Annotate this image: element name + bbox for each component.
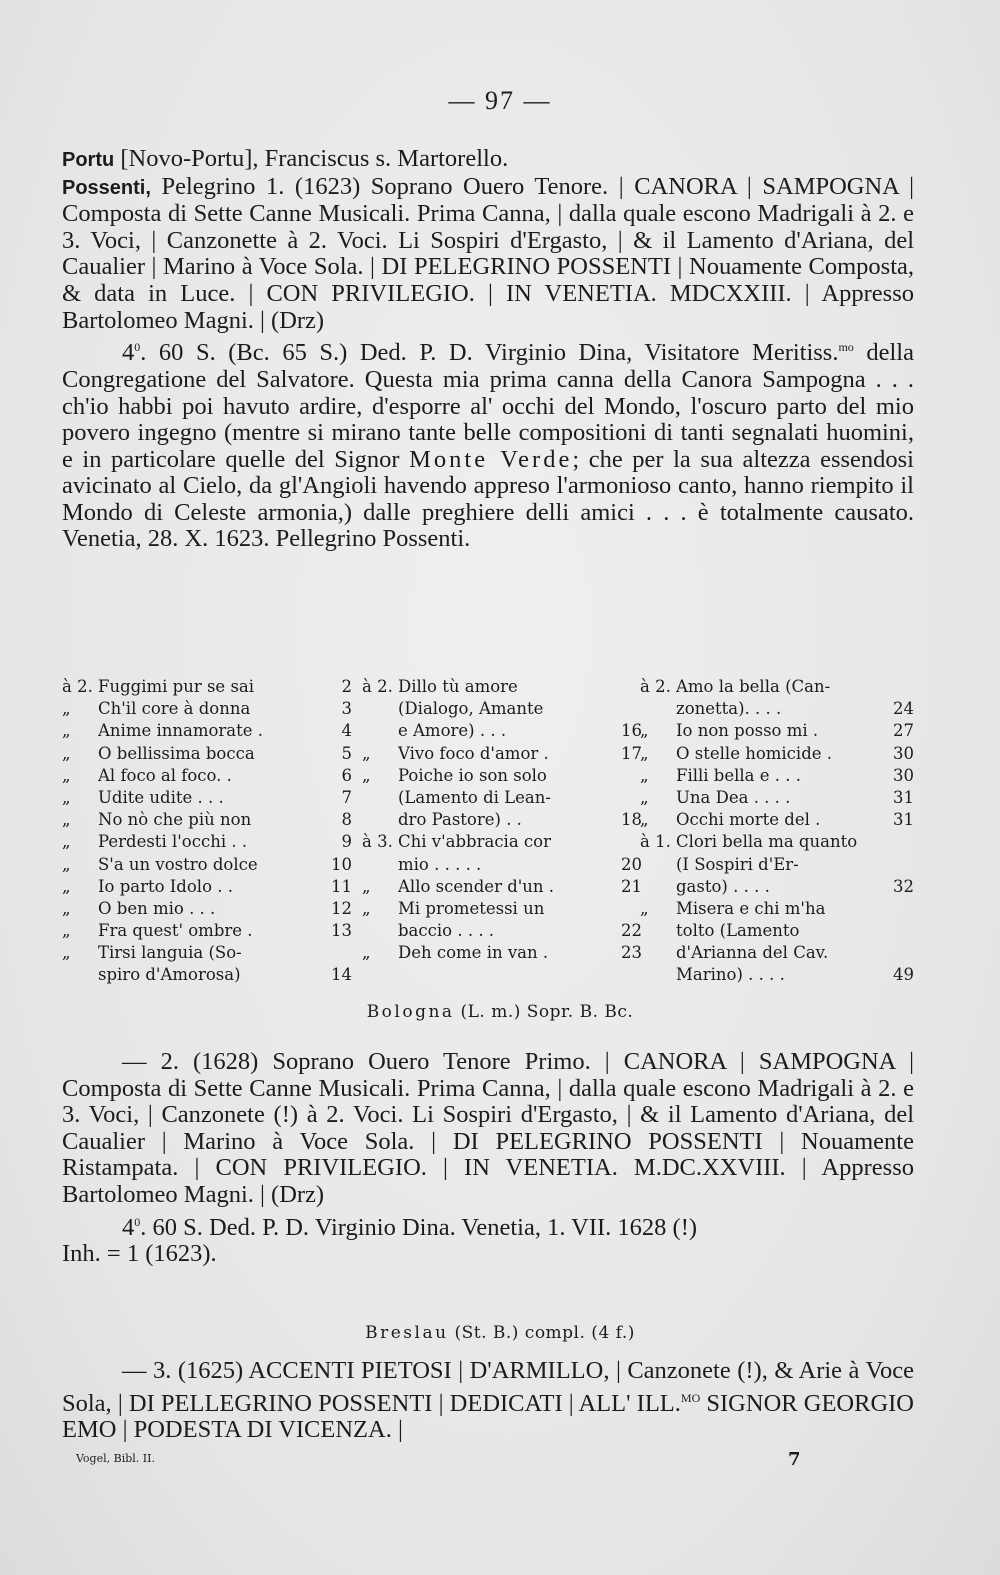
voice-mark: „	[62, 810, 71, 830]
contents-row	[362, 698, 642, 720]
piece-page: 2	[341, 677, 352, 696]
piece-page: 5	[341, 743, 352, 763]
description-paragraph	[62, 334, 914, 553]
piece-page: 24	[893, 699, 914, 719]
entry-3-text: — 3. (1625) ACCENTI PIETOSI | D'ARMILLO, | Canzonete (!), & Arie à Voce Sola, | DI PELLEGRINO POSSENTI | DEDICATI | ALL' ILL.	[62, 1357, 914, 1417]
voice-mark: „	[62, 876, 71, 896]
contents-column-2	[362, 676, 642, 964]
piece-page: 23	[621, 943, 642, 963]
location-city: Breslau	[365, 1323, 449, 1343]
piece-title: O bellissima bocca	[98, 743, 255, 763]
entry-3-sup: MO	[680, 1390, 701, 1405]
contents-row	[640, 831, 914, 853]
contents-row	[362, 765, 642, 787]
piece-page: 20	[621, 854, 642, 874]
piece-page	[910, 898, 914, 920]
piece-title: baccio . . . .	[398, 921, 495, 941]
piece-title: (Lamento di Lean-	[398, 787, 551, 807]
piece-title: Perdesti l'occhi . .	[98, 832, 248, 852]
contents-row	[640, 898, 914, 920]
voice-mark: „	[62, 787, 71, 807]
piece-page: 12	[331, 898, 352, 918]
voice-mark	[640, 698, 676, 720]
piece-title: Chi v'abbracia cor	[398, 832, 551, 852]
voice-mark: „	[362, 876, 371, 896]
contents-row	[640, 809, 914, 831]
contents-row	[640, 698, 914, 720]
piece-title: Marino) . . . .	[676, 965, 785, 985]
entry-possenti-1623	[62, 146, 914, 553]
voice-mark	[362, 809, 398, 831]
voice-mark: „	[640, 765, 649, 785]
piece-title: zonetta). . . .	[676, 699, 782, 719]
contents-row	[62, 787, 352, 809]
entry-line-possenti	[62, 174, 914, 335]
contents-row	[62, 698, 352, 720]
contents-row	[362, 676, 642, 698]
piece-page: 3	[341, 699, 352, 719]
voice-mark	[640, 920, 676, 942]
entry-3-text: SIGNOR GEORGIO EMO | PODESTA DI VICENZA. |	[62, 1389, 914, 1444]
contents-row	[62, 831, 352, 853]
description-part: . 60 S. Ded. P. D. Virginio Dina. Venetia, 1. VII. 1628 (!)	[140, 1213, 698, 1241]
location-breslau	[0, 1323, 1000, 1343]
piece-title: Fra quest' ombre .	[98, 921, 253, 941]
contents-row	[362, 854, 642, 876]
piece-title: (I Sospiri d'Er-	[676, 854, 799, 874]
contents-row	[640, 765, 914, 787]
voice-mark: „	[362, 943, 371, 963]
piece-page: 27	[893, 721, 914, 741]
description-sup: mo	[838, 340, 854, 355]
entry-2-description	[62, 1209, 914, 1242]
contents-row	[62, 964, 352, 986]
spaced-name: Monte Verde	[409, 445, 573, 473]
piece-page: 21	[621, 876, 642, 896]
piece-title: Allo scender d'un .	[398, 876, 555, 896]
contents-row	[640, 787, 914, 809]
piece-page: 10	[331, 854, 352, 874]
piece-page: 7	[341, 787, 352, 807]
piece-page: 30	[893, 743, 914, 763]
piece-title: Tirsi languia (So-	[98, 943, 242, 963]
voice-mark	[362, 920, 398, 942]
voice-mark: „	[640, 787, 649, 807]
contents-row	[640, 676, 914, 698]
contents-row	[62, 920, 352, 942]
contents-row	[62, 676, 352, 698]
entry-possenti-1628	[62, 1049, 914, 1268]
contents-row	[640, 876, 914, 898]
piece-title: Deh come in van .	[398, 943, 549, 963]
contents-row	[362, 920, 642, 942]
voice-mark: „	[640, 810, 649, 830]
entry-possenti-1625	[62, 1358, 914, 1444]
piece-title: gasto) . . . .	[676, 876, 770, 896]
contents-row	[640, 942, 914, 964]
signature-mark: Vogel, Bibl. II.	[76, 1452, 155, 1465]
voice-mark: „	[62, 943, 71, 963]
piece-page: 16	[621, 721, 642, 741]
voice-mark	[362, 698, 398, 720]
voice-mark: à 2.	[362, 677, 393, 696]
contents-row	[640, 964, 914, 986]
voice-mark: „	[62, 832, 71, 852]
format-sup: 0	[134, 340, 141, 355]
author-head-possenti: Possenti,	[62, 176, 151, 199]
voice-mark: „	[362, 765, 371, 785]
location-city: Bologna	[366, 1002, 455, 1022]
piece-page: 9	[341, 832, 352, 852]
voice-mark: „	[640, 743, 649, 763]
voice-mark: à 2.	[640, 677, 671, 696]
piece-page: 4	[341, 721, 352, 741]
description-part: della Congregatione del Salvatore. Questa mia prima canna della Canora Sampogna . . . ch'io habbi poi havuto ardire, d'esporre al' occhi del Mondo, l'oscuro parto del mio povero ingegno (mentre si mirano tante belle compositioni di tanti segnalati huomini, e in particolare quelle del Signor	[62, 339, 914, 473]
author-text-portu: [Novo-Portu], Franciscus s. Martorello.	[120, 145, 509, 172]
piece-title: tolto (Lamento	[676, 921, 800, 941]
piece-title: (Dialogo, Amante	[398, 699, 544, 719]
piece-page: 49	[893, 965, 914, 985]
voice-mark: à 2.	[62, 677, 93, 696]
title-text-possenti: Pelegrino 1. (1623) Soprano Ouero Tenore. | CANORA | SAMPOGNA | Composta di Sette Canne Musicali. Prima Canna, | dalla quale escono Madrigali à 2. e 3. Voci, | Canzonette à 2. Voci. Li Sospiri d'Ergasto, | & il Lamento d'Ariana, del Caualier | Marino à Voce Sola. | DI PELEGRINO POSSENTI | Nouamente Composta, & data in Luce. | CON PRIVILEGIO. | IN VENETIA. MDCXXIII. | Appresso Bartolomeo Magni. | (Drz)	[62, 172, 914, 334]
voice-mark: „	[362, 898, 371, 918]
piece-page	[910, 920, 914, 942]
contents-row	[362, 787, 642, 809]
piece-title: O ben mio . . .	[98, 898, 216, 918]
piece-title: Misera e chi m'ha	[676, 898, 826, 918]
contents-row	[362, 898, 642, 920]
piece-title: Vivo foco d'amor .	[398, 743, 549, 763]
piece-title: d'Arianna del Cav.	[676, 943, 829, 963]
piece-title: dro Pastore) . .	[398, 810, 522, 830]
entry-2-contents: Inh. = 1 (1623).	[62, 1240, 217, 1268]
piece-page	[910, 831, 914, 853]
piece-page: 31	[893, 810, 914, 830]
contents-row	[362, 809, 642, 831]
piece-title: e Amore) . . .	[398, 721, 507, 741]
voice-mark: à 3.	[362, 832, 393, 852]
voice-mark	[640, 942, 676, 964]
piece-page: 17	[621, 743, 642, 763]
voice-mark	[640, 964, 676, 986]
piece-title: Udite udite . . .	[98, 787, 224, 807]
contents-column-3	[640, 676, 914, 987]
contents-row	[62, 898, 352, 920]
voice-mark	[62, 964, 98, 986]
contents-row	[62, 876, 352, 898]
piece-title: Poiche io son solo	[398, 765, 547, 785]
format-value: 4	[122, 339, 135, 367]
contents-row	[362, 743, 642, 765]
author-head-portu: Portu	[62, 149, 115, 171]
piece-title: No nò che più non	[98, 810, 252, 830]
piece-title: spiro d'Amorosa)	[98, 965, 241, 985]
contents-row	[62, 720, 352, 742]
contents-row	[640, 920, 914, 942]
voice-mark	[640, 876, 676, 898]
entry-line-portu	[62, 146, 914, 174]
voice-mark	[640, 854, 676, 876]
piece-page: 32	[893, 876, 914, 896]
piece-title: Clori bella ma quanto	[676, 832, 858, 852]
voice-mark	[362, 787, 398, 809]
piece-page: 11	[331, 876, 352, 896]
contents-row	[640, 720, 914, 742]
voice-mark: „	[62, 854, 71, 874]
contents-row	[640, 743, 914, 765]
piece-title: Ch'il core à donna	[98, 699, 251, 719]
piece-title: O stelle homicide .	[676, 743, 833, 763]
piece-page: 8	[341, 810, 352, 830]
contents-row	[362, 876, 642, 898]
piece-title: mio . . . . .	[398, 854, 482, 874]
page-number: — 97 —	[448, 86, 552, 115]
entry-3-title	[62, 1358, 914, 1444]
piece-title: Una Dea . . . .	[676, 787, 791, 807]
piece-page	[910, 676, 914, 698]
voice-mark: à 1.	[640, 832, 671, 852]
piece-title: Amo la bella (Can-	[676, 677, 831, 696]
piece-page	[910, 942, 914, 964]
format-sup: 0	[134, 1214, 141, 1229]
voice-mark: „	[362, 743, 371, 763]
contents-row	[62, 809, 352, 831]
piece-page	[348, 942, 352, 964]
piece-title: Io parto Idolo . .	[98, 876, 233, 896]
contents-row	[362, 720, 642, 742]
piece-page: 13	[331, 921, 352, 941]
piece-page: 14	[331, 965, 352, 985]
contents-row	[62, 942, 352, 964]
contents-row	[362, 942, 642, 964]
contents-column-1	[62, 676, 352, 987]
piece-page: 22	[621, 921, 642, 941]
contents-row	[640, 854, 914, 876]
contents-row	[62, 743, 352, 765]
contents-row	[62, 765, 352, 787]
entry-2-title: — 2. (1628) Soprano Ouero Tenore Primo. | CANORA | SAMPOGNA | Composta di Sette Canne Musicali. Prima Canna, | dalla quale escono Madrigali à 2. e 3. Voci, | Canzonete (!) à 2. Voci. Li Sospiri d'Ergasto, | & il Lamento d'Ariana, del Caualier | Marino à Voce Sola. | DI PELEGRINO POSSENTI | Nouamente Ristampata. | CON PRIVILEGIO. | IN VENETIA. M.DC.XXVIII. | Appresso Bartolomeo Magni. | (Drz)	[62, 1048, 914, 1208]
piece-title: Al foco al foco. .	[98, 765, 232, 785]
location-detail: (L. m.) Sopr. B. Bc.	[460, 1002, 634, 1022]
voice-mark	[362, 854, 398, 876]
contents-row	[362, 831, 642, 853]
voice-mark: „	[640, 898, 649, 918]
piece-page: 6	[341, 765, 352, 785]
voice-mark: „	[62, 721, 71, 741]
sheet-number: 7	[788, 1449, 801, 1470]
piece-title: Dillo tù amore	[398, 677, 518, 696]
piece-title: S'a un vostro dolce	[98, 854, 258, 874]
format-value: 4	[122, 1213, 135, 1241]
piece-page: 31	[893, 787, 914, 807]
piece-title: Io non posso mi .	[676, 721, 819, 741]
description-part: . 60 S. (Bc. 65 S.) Ded. P. D. Virginio Dina, Visitatore Meritiss.	[140, 339, 839, 367]
piece-title: Occhi morte del .	[676, 810, 821, 830]
voice-mark: „	[62, 898, 71, 918]
voice-mark: „	[62, 921, 71, 941]
piece-title: Filli bella e . . .	[676, 765, 801, 785]
voice-mark: „	[62, 765, 71, 785]
description-part: ; che per la sua altezza essendosi avicinato al Cielo, da gl'Angioli havendo appreso l'armonioso canto, hanno riempito il Mondo di Celeste armonia,) dalle preghiere delli amici . . . è totalmente causato. Venetia, 28. X. 1623. Pellegrino Possenti.	[62, 445, 914, 553]
piece-page: 18	[621, 810, 642, 830]
piece-page: 30	[893, 765, 914, 785]
voice-mark: „	[62, 743, 71, 763]
voice-mark: „	[640, 721, 649, 741]
location-detail: (St. B.) compl. (4 f.)	[454, 1323, 635, 1343]
piece-page	[910, 854, 914, 876]
piece-title: Fuggimi pur se sai	[98, 677, 255, 696]
voice-mark: „	[62, 699, 71, 719]
contents-row	[62, 854, 352, 876]
piece-title: Anime innamorate .	[98, 721, 264, 741]
piece-title: Mi prometessi un	[398, 898, 545, 918]
voice-mark	[362, 720, 398, 742]
location-bologna	[0, 1002, 1000, 1022]
